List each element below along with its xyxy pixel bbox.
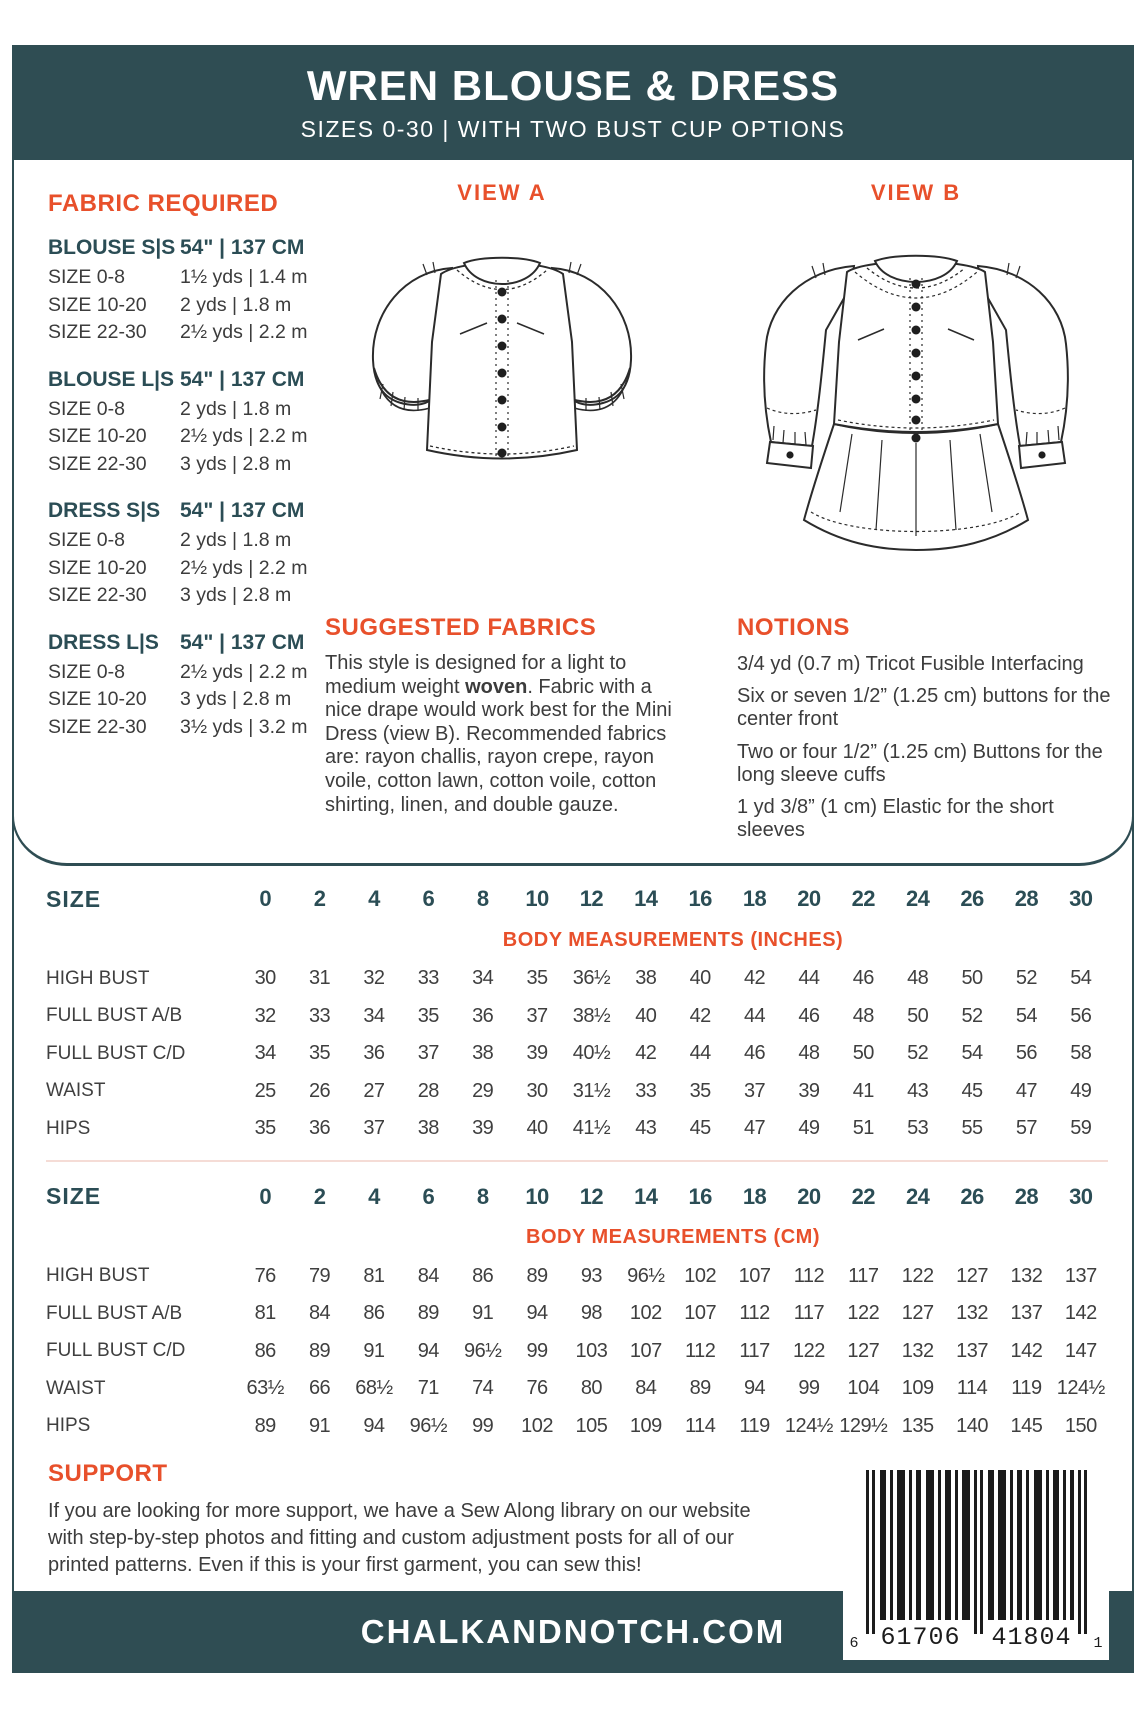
- table-cell: 37: [743, 1079, 766, 1102]
- table-cell: 86: [472, 1264, 494, 1287]
- fabric-group: [48, 364, 320, 479]
- table-cell: 140: [956, 1414, 988, 1437]
- row-label: FULL BUST A/B: [46, 1005, 183, 1027]
- table-cell: 26: [308, 1079, 331, 1102]
- table-cell: 94: [526, 1302, 548, 1325]
- fabric-row-amount: 2½ yds | 2.2 m: [180, 321, 308, 343]
- table-cell: 48: [852, 1004, 874, 1027]
- table-cell: 63½: [246, 1377, 284, 1400]
- table-cell: 79: [308, 1264, 331, 1287]
- table-cell: 26: [960, 886, 984, 911]
- table-cell: 96½: [409, 1414, 448, 1437]
- table-cell: 49: [1070, 1079, 1092, 1102]
- table-cell: 12: [579, 1183, 604, 1209]
- notions-list: [737, 653, 1119, 842]
- table-cell: 56: [1015, 1042, 1038, 1065]
- table-cell: 52: [961, 1004, 983, 1027]
- table-cell: 58: [1070, 1042, 1092, 1065]
- table-cell: 18: [742, 1183, 767, 1209]
- table-cell: 22: [851, 1183, 876, 1209]
- table-cell: 66: [308, 1377, 331, 1400]
- fabric-row-amount: 3 yds | 2.8 m: [180, 452, 292, 475]
- table-subtitle: BODY MEASUREMENTS (CM): [526, 1226, 820, 1248]
- table-cell: 44: [689, 1042, 711, 1065]
- fabric-row-size: SIZE 0-8: [48, 529, 125, 551]
- row-label: SIZE: [46, 885, 102, 912]
- table-cell: 34: [363, 1004, 385, 1027]
- table-cell: 4: [368, 1183, 380, 1209]
- table-cell: 2: [313, 1183, 326, 1209]
- table-cell: 76: [526, 1377, 548, 1400]
- table-cell: 35: [417, 1004, 439, 1027]
- table-cell: 2: [313, 886, 326, 911]
- table-cell: 89: [689, 1377, 711, 1400]
- table-cell: 39: [526, 1042, 548, 1065]
- table-cell: 127: [847, 1339, 880, 1362]
- table-cell: 30: [254, 967, 276, 990]
- table-cell: 46: [852, 967, 874, 990]
- table-cell: 35: [254, 1117, 276, 1140]
- view-a-block: [322, 180, 682, 502]
- table-cell: 147: [1064, 1339, 1097, 1362]
- fabric-row-size: SIZE 0-8: [48, 660, 125, 683]
- table-cell: 20: [797, 1183, 821, 1209]
- table-cell: 119: [739, 1414, 770, 1437]
- table-cell: 86: [363, 1302, 385, 1325]
- table-cell: 124½: [1056, 1377, 1105, 1400]
- table-cell: 32: [254, 1004, 276, 1027]
- table-cell: 107: [629, 1339, 662, 1362]
- table-cell: 18: [742, 886, 767, 911]
- table-cell: 145: [1010, 1414, 1043, 1437]
- table-cell: 109: [629, 1414, 662, 1437]
- table-cell: 96½: [627, 1264, 665, 1287]
- view-a-illustration: [327, 212, 677, 502]
- table-cell: 137: [956, 1339, 988, 1362]
- notion-item: 3/4 yd (0.7 m) Tricot Fusible Interfacing: [737, 653, 1084, 675]
- table-cell: 45: [961, 1079, 983, 1102]
- page-subtitle: SIZES 0-30 | WITH TWO BUST CUP OPTIONS: [300, 116, 846, 142]
- fabric-row-size: SIZE 10-20: [48, 293, 147, 316]
- table-cell: 80: [580, 1377, 603, 1400]
- table-cell: 33: [417, 967, 439, 990]
- row-label: HIGH BUST: [46, 967, 150, 989]
- table-cell: 99: [472, 1414, 494, 1437]
- table-cell: 135: [901, 1414, 934, 1437]
- table-cell: 41: [852, 1079, 874, 1102]
- fabric-group-name: DRESS L|S: [48, 630, 159, 654]
- table-cell: 49: [798, 1117, 820, 1140]
- table-cell: 127: [901, 1302, 934, 1325]
- table-cell: 36: [308, 1117, 331, 1140]
- table-cell: 89: [308, 1339, 331, 1362]
- table-cell: 122: [901, 1264, 934, 1287]
- table-cell: 52: [1015, 967, 1038, 990]
- table-cell: 43: [907, 1079, 929, 1102]
- table-cell: 50: [907, 1004, 929, 1027]
- table-cell: 84: [417, 1264, 439, 1287]
- table-cell: 22: [851, 886, 876, 911]
- barcode-bars: [866, 1470, 1087, 1634]
- page-title: WREN BLOUSE & DRESS: [306, 62, 840, 109]
- table-cell: 32: [363, 967, 385, 990]
- table-cell: 44: [798, 967, 820, 990]
- table-cell: 127: [956, 1264, 988, 1287]
- row-label: SIZE: [46, 1183, 102, 1209]
- table-cell: 34: [254, 1042, 276, 1065]
- table-cell: 107: [684, 1302, 717, 1325]
- table-cell: 54: [961, 1042, 983, 1065]
- suggested-fabrics-heading: SUGGESTED FABRICS: [325, 614, 597, 641]
- fabric-row-amount: 1½ yds | 1.4 m: [180, 266, 308, 288]
- table-cell: 26: [960, 1183, 984, 1209]
- view-b-block: [712, 180, 1120, 564]
- row-label: FULL BUST A/B: [46, 1302, 183, 1324]
- table-cell: 57: [1015, 1117, 1038, 1140]
- table-cell: 37: [417, 1042, 439, 1065]
- table-cell: 36: [472, 1004, 494, 1027]
- table-cell: 33: [308, 1004, 331, 1027]
- table-cell: 39: [798, 1079, 820, 1102]
- table-cell: 114: [684, 1414, 716, 1437]
- table-cell: 56: [1070, 1004, 1092, 1027]
- table-cell: 74: [472, 1377, 494, 1400]
- barcode-group-1: 61706: [880, 1623, 961, 1652]
- table-cell: 41½: [572, 1117, 611, 1140]
- table-cell: 107: [738, 1264, 771, 1287]
- table-cell: 4: [368, 886, 380, 911]
- view-b-label: VIEW B: [870, 180, 962, 205]
- view-b-illustration: [712, 212, 1120, 564]
- fabric-group-width: 54" | 137 CM: [180, 630, 305, 654]
- table-cell: 150: [1064, 1414, 1097, 1437]
- table-cell: 81: [363, 1264, 385, 1287]
- table-cell: 84: [635, 1377, 657, 1400]
- row-label: HIGH BUST: [46, 1265, 150, 1287]
- table-cell: 104: [847, 1377, 880, 1400]
- table-cell: 98: [580, 1302, 603, 1325]
- table-cell: 59: [1070, 1117, 1092, 1140]
- fabric-row-size: SIZE 10-20: [48, 556, 147, 579]
- fabric-row-amount: 2½ yds | 2.2 m: [180, 425, 308, 447]
- table-cell: 30: [1069, 886, 1093, 911]
- table-cell: 119: [1011, 1377, 1042, 1400]
- table-cell: 76: [254, 1264, 276, 1287]
- table-cell: 24: [905, 886, 930, 911]
- support-text: If you are looking for more support, we have a Sew Along library on our website with step-by-step photos and fitting and custom adjustment posts for all of our printed patterns. Even if this is your first garment, you can sew this!: [48, 1500, 751, 1576]
- table-cell: 38: [417, 1117, 439, 1140]
- fabric-group-name: BLOUSE L|S: [48, 367, 175, 391]
- fabric-group-name: BLOUSE S|S: [48, 236, 176, 259]
- table-cell: 40: [526, 1117, 548, 1140]
- fabric-row-amount: 3 yds | 2.8 m: [180, 584, 292, 606]
- table-cell: 53: [907, 1117, 929, 1140]
- table-cell: 84: [308, 1302, 331, 1325]
- table-cell: 28: [1014, 886, 1039, 911]
- table-cell: 99: [798, 1377, 820, 1400]
- fabric-row-amount: 2 yds | 1.8 m: [180, 293, 292, 316]
- table-cell: 47: [743, 1117, 766, 1140]
- table-cell: 132: [1010, 1264, 1043, 1287]
- fabric-row-amount: 2½ yds | 2.2 m: [180, 660, 308, 683]
- table-cell: 94: [743, 1377, 766, 1400]
- table-cell: 30: [526, 1079, 548, 1102]
- fabric-row-amount: 2 yds | 1.8 m: [180, 529, 292, 551]
- table-cell: 52: [907, 1042, 929, 1065]
- barcode-right-digit: 1: [1093, 1635, 1103, 1652]
- table-cell: 132: [901, 1339, 934, 1362]
- table-cell: 27: [363, 1079, 385, 1102]
- fabric-group-name: DRESS S|S: [48, 499, 161, 522]
- notions-section: [737, 614, 1119, 842]
- fabric-required-heading: FABRIC REQUIRED: [48, 190, 279, 217]
- table-cell: 55: [961, 1117, 983, 1140]
- fabric-group: [48, 627, 320, 742]
- barcode-group-2: 41804: [991, 1623, 1072, 1652]
- notions-heading: NOTIONS: [737, 614, 850, 641]
- table-cell: 0: [259, 1183, 272, 1209]
- fabric-group-width: 54" | 137 CM: [180, 367, 305, 391]
- table-cell: 132: [956, 1302, 988, 1325]
- table-cell: 102: [684, 1264, 717, 1287]
- table-cell: 105: [575, 1414, 608, 1437]
- row-label: HIPS: [46, 1415, 91, 1437]
- table-cell: 91: [363, 1339, 385, 1362]
- row-label: FULL BUST C/D: [46, 1340, 186, 1362]
- table-cell: 37: [526, 1004, 548, 1027]
- fabric-row-size: SIZE 0-8: [48, 266, 125, 288]
- table-cell: 102: [629, 1302, 662, 1325]
- fabric-row-amount: 3 yds | 2.8 m: [180, 688, 292, 710]
- table-cell: 8: [476, 886, 489, 911]
- table-cell: 37: [363, 1117, 385, 1140]
- table-cell: 117: [739, 1339, 770, 1362]
- fabric-groups: [48, 232, 320, 741]
- table-cell: 50: [961, 967, 983, 990]
- table-cell: 38: [472, 1042, 494, 1065]
- table-cell: 103: [575, 1339, 608, 1362]
- table-cell: 54: [1015, 1004, 1038, 1027]
- table-cell: 137: [1010, 1302, 1043, 1325]
- table-cell: 31½: [572, 1079, 611, 1102]
- table-cell: 47: [1015, 1079, 1038, 1102]
- table-cell: 94: [363, 1414, 385, 1437]
- table-cell: 50: [852, 1042, 874, 1065]
- table-cell: 51: [852, 1117, 874, 1140]
- fabric-row-size: SIZE 0-8: [48, 397, 125, 420]
- barcode-left-digit: 6: [849, 1635, 859, 1652]
- table-cell: 142: [1010, 1339, 1043, 1362]
- table-cell: 112: [739, 1302, 770, 1325]
- table-cell: 35: [689, 1079, 711, 1102]
- fabric-row-size: SIZE 22-30: [48, 452, 147, 475]
- table-cell: 89: [526, 1264, 548, 1287]
- table-cell: 40: [689, 967, 711, 990]
- table-cell: 30: [1069, 1183, 1093, 1209]
- table-cell: 12: [579, 886, 604, 911]
- fabric-row-size: SIZE 22-30: [48, 584, 147, 606]
- table-cell: 46: [743, 1042, 766, 1065]
- header-band: [12, 45, 1134, 160]
- table-cell: 33: [635, 1079, 657, 1102]
- table-cell: 39: [472, 1117, 494, 1140]
- table-cell: 124½: [784, 1414, 833, 1437]
- table-cell: 142: [1064, 1302, 1097, 1325]
- table-cell: 6: [422, 886, 435, 911]
- fabric-group: [48, 495, 320, 610]
- fabric-group-width: 54" | 137 CM: [180, 236, 305, 259]
- table-cell: 40: [635, 1004, 657, 1027]
- table-cell: 40½: [572, 1042, 611, 1065]
- table-cell: 29: [472, 1079, 494, 1102]
- table-cell: 10: [525, 886, 549, 911]
- table-cell: 6: [422, 1183, 435, 1209]
- table-cell: 114: [956, 1377, 988, 1400]
- row-label: WAIST: [46, 1377, 106, 1399]
- table-cell: 35: [308, 1042, 331, 1065]
- table-cell: 102: [521, 1414, 553, 1437]
- table-cell: 45: [689, 1117, 711, 1140]
- table-cell: 86: [254, 1339, 276, 1362]
- table-cell: 24: [905, 1183, 930, 1209]
- table-cell: 48: [798, 1042, 820, 1065]
- table-cell: 94: [417, 1339, 439, 1362]
- table-cell: 31: [308, 967, 331, 990]
- table-cell: 25: [254, 1079, 276, 1102]
- table-cell: 42: [689, 1004, 711, 1027]
- table-cell: 112: [684, 1339, 716, 1362]
- table-cell: 99: [526, 1339, 548, 1362]
- table-cell: 89: [417, 1302, 439, 1325]
- table-cell: 8: [476, 1183, 489, 1209]
- table-cell: 71: [417, 1377, 439, 1400]
- table-cell: 129½: [839, 1414, 888, 1437]
- row-label: [46, 1218, 238, 1256]
- table-cell: 36½: [572, 967, 611, 990]
- table-cell: 48: [907, 967, 929, 990]
- table-cell: 46: [798, 1004, 820, 1027]
- table-cell: 91: [308, 1414, 331, 1437]
- fabric-row-amount: 2½ yds | 2.2 m: [180, 556, 308, 579]
- table-cell: 96½: [463, 1339, 502, 1362]
- table-cell: 112: [793, 1264, 825, 1287]
- fabric-row-amount: 2 yds | 1.8 m: [180, 397, 292, 420]
- website-text: CHALKANDNOTCH.COM: [360, 1613, 786, 1650]
- table-cell: 16: [688, 1183, 712, 1209]
- table-divider: [46, 1160, 1108, 1162]
- table-cell: 28: [1014, 1183, 1039, 1209]
- support-heading: SUPPORT: [48, 1460, 168, 1487]
- table-cell: 93: [580, 1264, 603, 1287]
- suggested-fabrics-text: This style is designed for a light to medium weight woven. Fabric with a nice drape would work best for the Mini Dress (view B). Recommended fabrics are: rayon challis, rayon crepe, rayon voile, cotton lawn, cotton voile, cotton shirting, linen, and double gauze.: [325, 652, 672, 816]
- table-cell: 117: [848, 1264, 879, 1287]
- fabric-row-size: SIZE 10-20: [48, 425, 147, 447]
- table-cell: 109: [901, 1377, 934, 1400]
- table-cell: 16: [688, 886, 712, 911]
- row-label: HIPS: [46, 1117, 91, 1139]
- table-subtitle: BODY MEASUREMENTS (INCHES): [502, 928, 844, 951]
- suggested-fabrics-section: [325, 614, 687, 817]
- table-cell: 42: [635, 1042, 657, 1065]
- fabric-row-amount: 3½ yds | 3.2 m: [180, 715, 308, 738]
- table-cell: 44: [743, 1004, 766, 1027]
- table-cell: 137: [1064, 1264, 1097, 1287]
- notion-item: Six or seven 1/2” (1.25 cm) buttons for the center front: [737, 685, 1111, 731]
- barcode: [843, 1458, 1109, 1660]
- table-cell: 117: [793, 1302, 825, 1325]
- fabric-required-section: [48, 190, 320, 758]
- table-cell: 122: [793, 1339, 825, 1362]
- row-label: FULL BUST C/D: [46, 1042, 186, 1064]
- table-cell: 28: [417, 1079, 439, 1102]
- table-cell: 14: [634, 1183, 658, 1209]
- notion-item: Two or four 1/2” (1.25 cm) Buttons for the long sleeve cuffs: [737, 740, 1103, 786]
- size-tables-section: [46, 878, 1108, 1445]
- table-cell: 20: [797, 886, 821, 911]
- table-cell: 91: [472, 1302, 494, 1325]
- table-cell: 34: [472, 967, 494, 990]
- table-cell: 42: [743, 967, 766, 990]
- fabric-row-size: SIZE 10-20: [48, 688, 147, 710]
- fabric-row-size: SIZE 22-30: [48, 321, 147, 343]
- table-cell: 54: [1070, 967, 1092, 990]
- notion-item: 1 yd 3/8” (1 cm) Elastic for the short sleeves: [737, 795, 1054, 842]
- table-cell: 36: [363, 1042, 385, 1065]
- barcode-numbers: [843, 1623, 1109, 1652]
- view-a-label: VIEW A: [457, 180, 547, 205]
- table-cell: 122: [847, 1302, 880, 1325]
- fabric-row-size: SIZE 22-30: [48, 715, 147, 738]
- table-cell: 14: [634, 886, 658, 911]
- size-table-inches: [46, 878, 1108, 1148]
- table-cell: 68½: [355, 1377, 393, 1400]
- row-label: [46, 920, 238, 958]
- size-table-cm: [46, 1176, 1108, 1446]
- table-cell: 10: [525, 1183, 549, 1209]
- table-cell: 43: [635, 1117, 657, 1140]
- support-section: [48, 1460, 760, 1578]
- table-cell: 35: [526, 967, 548, 990]
- table-cell: 89: [254, 1414, 276, 1437]
- table-cell: 81: [254, 1302, 276, 1325]
- fabric-group: [48, 232, 320, 347]
- fabric-group-width: 54" | 137 CM: [180, 499, 305, 522]
- table-cell: 38½: [572, 1004, 611, 1027]
- row-label: WAIST: [46, 1080, 106, 1102]
- table-cell: 0: [259, 886, 272, 911]
- table-cell: 38: [635, 967, 657, 990]
